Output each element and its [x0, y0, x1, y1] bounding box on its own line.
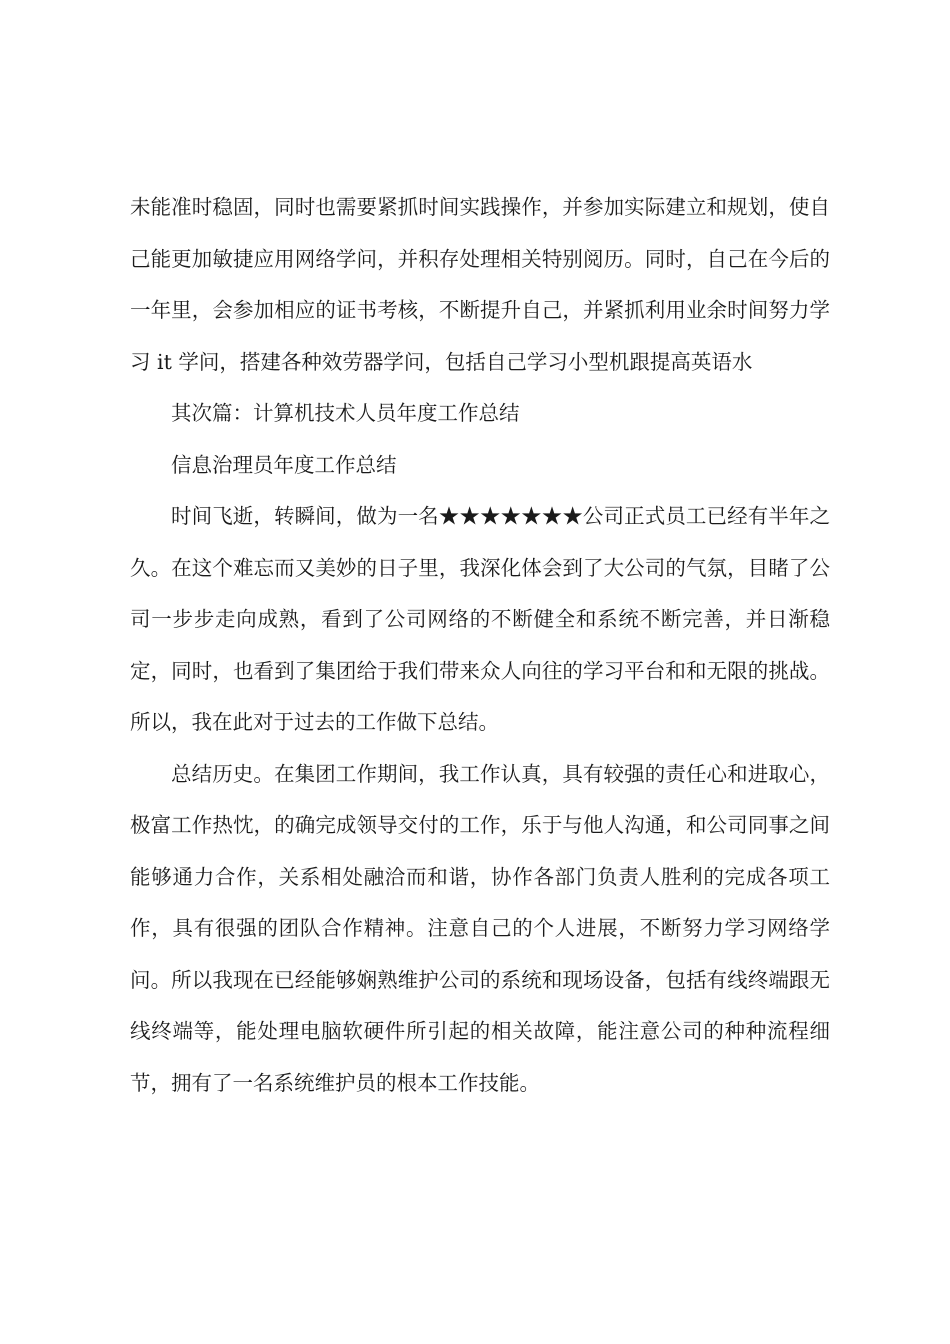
paragraph-intro: 时间飞逝，转瞬间，做为一名★★★★★★★公司正式员工已经有半年之久。在这个难忘而又美妙的日子里，我深化体会到了大公司的气氛，目睹了公司一步步走向成熟，看到了公司网络的不断健全和系统不断完善，并日渐稳定，同时，也看到了集团给于我们带来众人向往的学习平台和和无限的挑战。所以，我在此对于过去的工作做下总结。 [130, 504, 830, 734]
section-heading: 其次篇：计算机技术人员年度工作总结 [171, 401, 520, 425]
paragraph-continuation: 未能准时稳固，同时也需要紧抓时间实践操作，并参加实际建立和规划，使自己能更加敏捷应用网络学问，并积存处理相关特别阅历。同时，自己在今后的一年里，会参加相应的证书考核，不断提升自己，并紧抓利用业余时间努力学习 it 学问，搭建各种效劳器学问，包括自己学习小型机跟提高英语水 [130, 195, 830, 374]
document-body [130, 182, 830, 1109]
paragraph-summary: 总结历史。在集团工作期间，我工作认真，具有较强的责任心和进取心，极富工作热忱，的确完成领导交付的工作，乐于与他人沟通，和公司同事之间能够通力合作，关系相处融洽而和谐，协作各部门负责人胜利的完成各项工作，具有很强的团队合作精神。注意自己的个人进展，不断努力学习网络学问。所以我现在已经能够娴熟维护公司的系统和现场设备，包括有线终端跟无线终端等，能处理电脑软硬件所引起的相关故障，能注意公司的种种流程细节，拥有了一名系统维护员的根本工作技能。 [130, 761, 830, 1095]
document-title: 信息治理员年度工作总结 [171, 452, 397, 477]
